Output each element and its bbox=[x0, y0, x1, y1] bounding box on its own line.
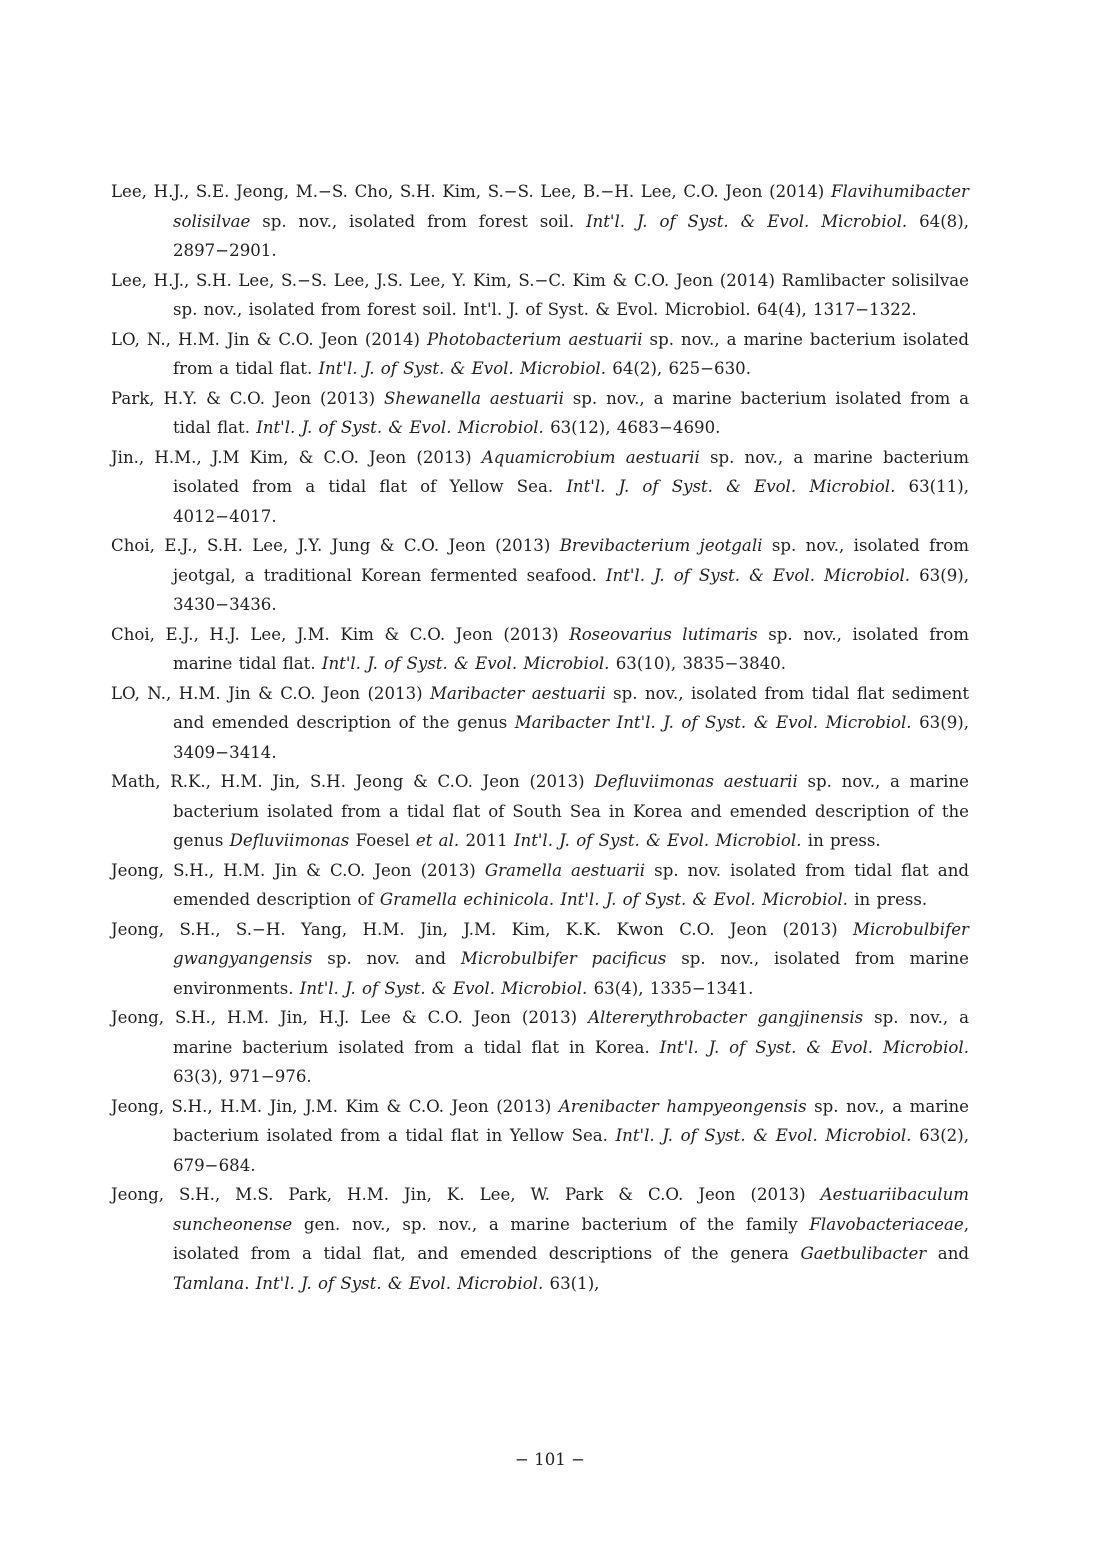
reference-text: Jeong, S.H., S.−H. Yang, H.M. Jin, J.M. Kim, K.K. Kwon C.O. Jeon (2013) bbox=[111, 919, 854, 939]
reference-entry bbox=[111, 856, 969, 915]
reference-text: 63(2), 679−684. bbox=[173, 1126, 969, 1175]
reference-text: 64(2), 625−630. bbox=[606, 359, 751, 378]
reference-text: in press. bbox=[801, 831, 881, 850]
reference-text: sp. nov., a marine bacterium isolated from a tidal flat. bbox=[173, 329, 969, 378]
reference-text: and bbox=[926, 1244, 970, 1263]
reference-text: sp. nov., isolated from marine tidal flat. bbox=[173, 624, 969, 673]
page-number: − 101 − bbox=[514, 1450, 586, 1469]
reference-italic-text: et al. bbox=[415, 831, 460, 850]
reference-text: Foesel bbox=[349, 831, 416, 850]
reference-italic-text: Flavihumibacter solisilvae bbox=[173, 182, 969, 231]
reference-text: . bbox=[244, 1273, 256, 1293]
reference-italic-text: Altererythrobacter gangjinensis bbox=[588, 1008, 864, 1027]
reference-text: Jeong, S.H., M.S. Park, H.M. Jin, K. Lee, W. Park & C.O. Jeon (2013) bbox=[111, 1185, 821, 1204]
reference-italic-text: Int'l. J. of Syst. & Evol. Microbiol. bbox=[318, 359, 607, 378]
reference-text: Jeong, S.H., H.M. Jin, H.J. Lee & C.O. Jeon (2013) bbox=[111, 1008, 589, 1027]
reference-italic-text: Int'l. J. of Syst. & Evol. Microbiol. bbox=[321, 654, 610, 673]
reference-italic-text: Tamlana bbox=[173, 1273, 245, 1293]
reference-italic-text: Int'l. J. of Syst. & Evol. Microbiol. bbox=[513, 831, 802, 850]
reference-text: Jeong, S.H., H.M. Jin & C.O. Jeon (2013) bbox=[111, 860, 485, 880]
reference-entry bbox=[111, 266, 969, 325]
reference-entry bbox=[111, 767, 969, 856]
reference-text: sp. nov., a marine bacterium isolated from a tidal flat in Korea. bbox=[173, 1008, 969, 1057]
reference-text: sp. nov., isolated from forest soil. bbox=[250, 211, 586, 231]
reference-text: sp. nov., isolated from marine environments. bbox=[173, 949, 969, 998]
reference-text: Jeong, S.H., H.M. Jin, J.M. Kim & C.O. Jeon (2013) bbox=[111, 1096, 559, 1116]
reference-entry bbox=[111, 1092, 969, 1181]
reference-italic-text: Defluviimonas aestuarii bbox=[594, 772, 798, 791]
reference-text: 63(3), 971−976. bbox=[173, 1067, 312, 1086]
reference-text: gen. nov., sp. nov., a marine bacterium of the family bbox=[292, 1214, 810, 1234]
reference-text: sp. nov., a marine bacterium isolated from a tidal flat. bbox=[173, 388, 969, 437]
reference-italic-text: Shewanella aestuarii bbox=[384, 388, 564, 408]
reference-list bbox=[111, 177, 969, 1298]
reference-text: . bbox=[548, 890, 561, 909]
reference-text: sp. nov., a marine bacterium isolated from a tidal flat in Yellow Sea. bbox=[173, 1096, 969, 1145]
reference-italic-text: Int'l. J. of Syst. & Evol. Microbiol. bbox=[586, 211, 908, 231]
reference-entry bbox=[111, 620, 969, 679]
reference-italic-text: Defluviimonas bbox=[229, 831, 350, 850]
reference-text: sp. nov., isolated from tidal flat sediment and emended description of the genus bbox=[173, 683, 970, 732]
reference-italic-text: Int'l. J. of Syst. & Evol. Microbiol. bbox=[659, 1037, 969, 1057]
reference-entry bbox=[111, 325, 969, 384]
reference-text: LO, N., H.M. Jin & C.O. Jeon (2014) bbox=[111, 329, 428, 349]
reference-text: 63(10), 3835−3840. bbox=[609, 654, 787, 673]
reference-text: sp. nov. isolated from tidal flat and emended description of bbox=[173, 860, 969, 909]
reference-italic-text: Arenibacter hampyeongensis bbox=[558, 1096, 807, 1116]
reference-text: 63(12), 4683−4690. bbox=[543, 418, 721, 437]
reference-text: LO, N., H.M. Jin & C.O. Jeon (2013) bbox=[111, 683, 431, 703]
reference-text: 63(4), 1335−1341. bbox=[587, 978, 754, 998]
reference-italic-text: Microbulbifer pacificus bbox=[460, 949, 667, 968]
reference-text: 2011 bbox=[459, 831, 514, 850]
reference-italic-text: Int'l. J. of Syst. & Evol. Microbiol. bbox=[566, 477, 896, 496]
reference-text: Lee, H.J., S.H. Lee, S.−S. Lee, J.S. Lee, Y. Kim, S.−C. Kim & C.O. Jeon (2014) Ramlibacter solisilvae sp. nov., isolated from forest soil. Int'l. J. of Syst. & Evol. Microbiol. 64(4), 1317−1322. bbox=[111, 270, 969, 319]
reference-italic-text: Gramella echinicola bbox=[379, 890, 549, 909]
reference-italic-text: Microbulbifer gwangyangensis bbox=[173, 919, 969, 968]
reference-italic-text: Int'l. J. of Syst. & Evol. Microbiol. bbox=[299, 978, 588, 998]
reference-italic-text: Gramella aestuarii bbox=[484, 860, 646, 880]
reference-text: Math, R.K., H.M. Jin, S.H. Jeong & C.O. Jeon (2013) bbox=[111, 772, 595, 791]
reference-italic-text: Maribacter Int'l. J. of Syst. & Evol. Microbiol. bbox=[514, 713, 912, 732]
reference-italic-text: Aestuariibaculum suncheonense bbox=[173, 1185, 969, 1234]
reference-italic-text: Brevibacterium jeotgali bbox=[559, 536, 763, 555]
reference-entry bbox=[111, 1180, 969, 1298]
reference-text: sp. nov. and bbox=[312, 949, 461, 968]
reference-italic-text: Int'l. J. of Syst. & Evol. Microbiol. bbox=[560, 890, 848, 909]
reference-italic-text: Flavobacteriaceae bbox=[809, 1214, 964, 1234]
reference-entry bbox=[111, 1003, 969, 1092]
reference-entry bbox=[111, 679, 969, 768]
reference-italic-text: Roseovarius lutimaris bbox=[569, 624, 758, 644]
reference-text: 63(9), 3409−3414. bbox=[173, 713, 969, 762]
reference-italic-text: Aquamicrobium aestuarii bbox=[481, 447, 700, 467]
reference-italic-text: Gaetbulibacter bbox=[800, 1244, 927, 1263]
reference-entry bbox=[111, 915, 969, 1004]
reference-text: sp. nov., isolated from jeotgal, a traditional Korean fermented seafood. bbox=[173, 536, 969, 585]
reference-text: Choi, E.J., H.J. Lee, J.M. Kim & C.O. Jeon (2013) bbox=[111, 624, 570, 644]
reference-entry bbox=[111, 531, 969, 620]
reference-italic-text: Int'l. J. of Syst. & Evol. Microbiol. bbox=[605, 565, 911, 585]
reference-text: in press. bbox=[847, 890, 928, 909]
reference-text: , isolated from a tidal flat, and emended descriptions of the genera bbox=[173, 1214, 969, 1263]
reference-entry bbox=[111, 177, 969, 266]
reference-text: Park, H.Y. & C.O. Jeon (2013) bbox=[111, 388, 385, 408]
reference-italic-text: Photobacterium aestuarii bbox=[427, 329, 643, 349]
reference-entry bbox=[111, 384, 969, 443]
reference-text: Lee, H.J., S.E. Jeong, M.−S. Cho, S.H. Kim, S.−S. Lee, B.−H. Lee, C.O. Jeon (2014) bbox=[111, 182, 831, 201]
reference-text: 64(8), 2897−2901. bbox=[173, 211, 969, 260]
reference-text: sp. nov., a marine bacterium isolated from a tidal flat of South Sea in Korea and emended description of the genus bbox=[173, 772, 969, 850]
reference-italic-text: Int'l. J. of Syst. & Evol. Microbiol. bbox=[256, 418, 544, 437]
reference-text: 63(11), 4012−4017. bbox=[173, 477, 969, 526]
reference-italic-text: Int'l. J. of Syst. & Evol. Microbiol. bbox=[255, 1273, 544, 1293]
reference-text: Choi, E.J., S.H. Lee, J.Y. Jung & C.O. Jeon (2013) bbox=[111, 536, 560, 555]
reference-text: sp. nov., a marine bacterium isolated from a tidal flat of Yellow Sea. bbox=[173, 447, 969, 496]
reference-entry bbox=[111, 443, 969, 532]
reference-text: 63(1), bbox=[543, 1273, 600, 1293]
reference-italic-text: Maribacter aestuarii bbox=[430, 683, 606, 703]
reference-italic-text: Int'l. J. of Syst. & Evol. Microbiol. bbox=[615, 1126, 912, 1145]
reference-text: 63(9), 3430−3436. bbox=[173, 565, 969, 614]
reference-text: Jin., H.M., J.M Kim, & C.O. Jeon (2013) bbox=[111, 447, 482, 467]
